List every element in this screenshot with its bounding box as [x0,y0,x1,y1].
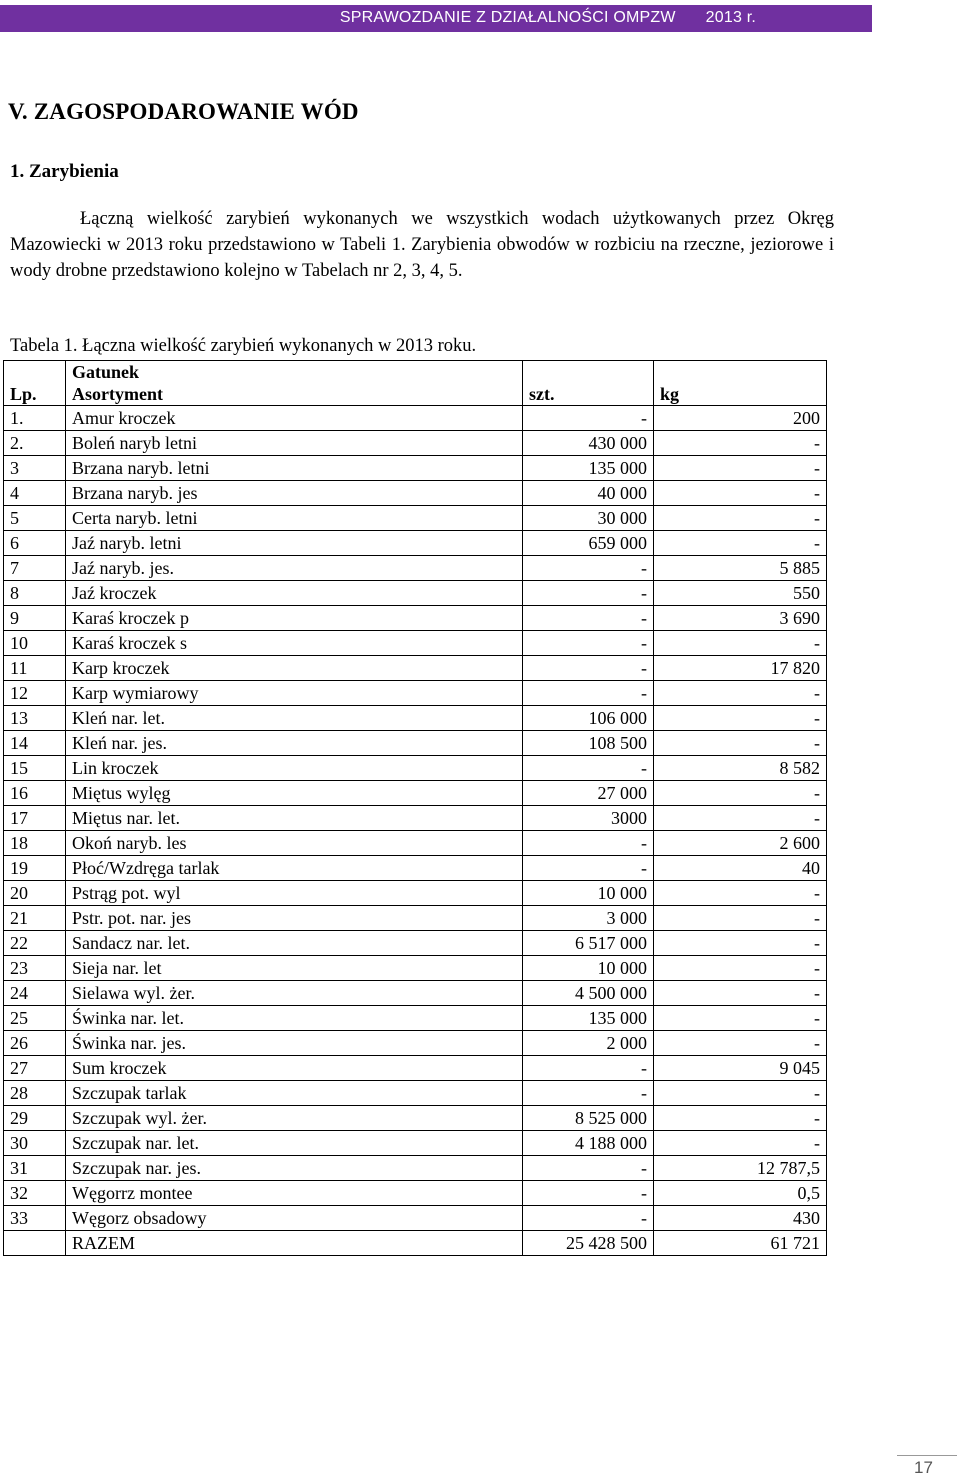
cell-kg: - [654,781,827,806]
table-caption: Tabela 1. Łączna wielkość zarybień wykonanych w 2013 roku. [10,336,477,356]
cell-lp: 7 [4,556,66,581]
table-header-row [4,361,827,406]
cell-lp: 18 [4,831,66,856]
cell-kg: - [654,906,827,931]
cell-kg: 9 045 [654,1056,827,1081]
cell-lp [4,1231,66,1256]
table-row [4,481,827,506]
cell-species: Sieja nar. let [66,956,523,981]
cell-kg: - [654,1106,827,1131]
cell-species: Szczupak nar. jes. [66,1156,523,1181]
cell-lp: 32 [4,1181,66,1206]
table-row [4,781,827,806]
cell-species: Jaź naryb. letni [66,531,523,556]
cell-kg: 61 721 [654,1231,827,1256]
cell-lp: 23 [4,956,66,981]
cell-species: Miętus nar. let. [66,806,523,831]
cell-species: Pstr. pot. nar. jes [66,906,523,931]
cell-lp: 3 [4,456,66,481]
cell-szt: 25 428 500 [523,1231,654,1256]
cell-kg: 8 582 [654,756,827,781]
cell-species: Węgorrz montee [66,1181,523,1206]
cell-kg: - [654,1006,827,1031]
cell-kg: - [654,531,827,556]
table-row [4,656,827,681]
cell-lp: 10 [4,631,66,656]
cell-szt: 4 188 000 [523,1131,654,1156]
table-row [4,1006,827,1031]
cell-lp: 5 [4,506,66,531]
table-row [4,606,827,631]
cell-lp: 2. [4,431,66,456]
cell-szt: 40 000 [523,481,654,506]
cell-lp: 29 [4,1106,66,1131]
table-row [4,431,827,456]
header-title: SPRAWOZDANIE Z DZIAŁALNOŚCI OMPZW [339,9,676,26]
cell-lp: 31 [4,1156,66,1181]
intro-paragraph [10,206,834,284]
cell-lp: 17 [4,806,66,831]
cell-lp: 9 [4,606,66,631]
cell-kg: - [654,881,827,906]
table-row [4,706,827,731]
page-number: 17 [914,1458,933,1477]
cell-species: Sielawa wyl. żer. [66,981,523,1006]
cell-szt: 135 000 [523,1006,654,1031]
table-row [4,581,827,606]
cell-species: Sandacz nar. let. [66,931,523,956]
cell-kg: 2 600 [654,831,827,856]
cell-lp: 30 [4,1131,66,1156]
cell-kg: - [654,681,827,706]
section-title: V. ZAGOSPODAROWANIE WÓD [8,99,359,124]
cell-species: Pstrąg pot. wyl [66,881,523,906]
cell-species: Sum kroczek [66,1056,523,1081]
cell-kg: - [654,1031,827,1056]
intro-text: Łączną wielkość zarybień wykonanych we wszystkich wodach użytkowanych przez Okręg Mazowiecki w 2013 roku przedstawiono w Tabeli 1. Zarybienia obwodów w rozbiciu na rzeczne, jeziorowe i wody drobne przedstawiono kolejno w Tabelach nr 2, 3, 4, 5. [10,209,834,281]
cell-species: Świnka nar. jes. [66,1031,523,1056]
table-row [4,981,827,1006]
cell-species: Kleń nar. jes. [66,731,523,756]
cell-kg: - [654,1081,827,1106]
table-row [4,681,827,706]
cell-kg: - [654,706,827,731]
table-row [4,956,827,981]
cell-lp: 19 [4,856,66,881]
cell-species: Lin kroczek [66,756,523,781]
cell-species: Kleń nar. let. [66,706,523,731]
cell-szt: - [523,406,654,431]
cell-species: Karaś kroczek p [66,606,523,631]
table-row [4,556,827,581]
cell-species: Karp kroczek [66,656,523,681]
table-row [4,1106,827,1131]
cell-szt: 27 000 [523,781,654,806]
cell-lp: 6 [4,531,66,556]
header-species [66,361,523,406]
table-row [4,1031,827,1056]
cell-szt: - [523,581,654,606]
cell-szt: 106 000 [523,706,654,731]
table-row [4,456,827,481]
table-row [4,931,827,956]
cell-species: Jaź kroczek [66,581,523,606]
cell-lp: 14 [4,731,66,756]
cell-lp: 28 [4,1081,66,1106]
cell-species: Szczupak nar. let. [66,1131,523,1156]
cell-szt: - [523,831,654,856]
cell-species: Brzana naryb. jes [66,481,523,506]
cell-lp: 20 [4,881,66,906]
cell-kg: 0,5 [654,1181,827,1206]
cell-szt: - [523,631,654,656]
table-row [4,1056,827,1081]
header-gatunek: Gatunek [72,362,140,382]
cell-szt: 108 500 [523,731,654,756]
table-row [4,531,827,556]
cell-kg: - [654,731,827,756]
cell-kg: 12 787,5 [654,1156,827,1181]
cell-lp: 22 [4,931,66,956]
table-row [4,1131,827,1156]
header-kg: kg [654,361,827,406]
table-row [4,1156,827,1181]
cell-szt: - [523,1056,654,1081]
cell-kg: - [654,956,827,981]
cell-kg: - [654,1131,827,1156]
cell-kg: 17 820 [654,656,827,681]
subsection-title: 1. Zarybienia [10,161,119,182]
cell-szt: 3 000 [523,906,654,931]
cell-kg: - [654,481,827,506]
table-row [4,831,827,856]
table-body [4,406,827,1256]
table-row [4,1206,827,1231]
table-row [4,506,827,531]
cell-kg: 550 [654,581,827,606]
footer-rule [897,1455,957,1456]
cell-kg: 430 [654,1206,827,1231]
cell-lp: 25 [4,1006,66,1031]
cell-szt: - [523,606,654,631]
cell-species: RAZEM [66,1231,523,1256]
table-row [4,881,827,906]
cell-lp: 11 [4,656,66,681]
cell-kg: 200 [654,406,827,431]
cell-szt: 10 000 [523,956,654,981]
cell-lp: 26 [4,1031,66,1056]
table-total-row [4,1231,827,1256]
cell-szt: 4 500 000 [523,981,654,1006]
cell-szt: 430 000 [523,431,654,456]
cell-lp: 1. [4,406,66,431]
cell-kg: - [654,931,827,956]
cell-szt: - [523,681,654,706]
cell-szt: - [523,856,654,881]
cell-species: Certa naryb. letni [66,506,523,531]
table-row [4,1181,827,1206]
table-row [4,806,827,831]
cell-species: Brzana naryb. letni [66,456,523,481]
cell-kg: 3 690 [654,606,827,631]
cell-lp: 4 [4,481,66,506]
cell-lp: 16 [4,781,66,806]
cell-kg: 5 885 [654,556,827,581]
cell-szt: 135 000 [523,456,654,481]
header-lp: Lp. [4,361,66,406]
cell-species: Amur kroczek [66,406,523,431]
table-row [4,906,827,931]
cell-szt: 3000 [523,806,654,831]
cell-species: Miętus wylęg [66,781,523,806]
cell-species: Płoć/Wzdręga tarlak [66,856,523,881]
stocking-table [3,360,827,1256]
cell-szt: - [523,1181,654,1206]
cell-szt: 8 525 000 [523,1106,654,1131]
cell-lp: 15 [4,756,66,781]
cell-szt: - [523,1081,654,1106]
table-row [4,731,827,756]
cell-kg: - [654,631,827,656]
cell-species: Szczupak wyl. żer. [66,1106,523,1131]
cell-lp: 33 [4,1206,66,1231]
cell-lp: 13 [4,706,66,731]
cell-lp: 24 [4,981,66,1006]
cell-szt: - [523,556,654,581]
table-row [4,856,827,881]
cell-species: Szczupak tarlak [66,1081,523,1106]
cell-kg: 40 [654,856,827,881]
cell-szt: 6 517 000 [523,931,654,956]
cell-kg: - [654,981,827,1006]
table-row [4,756,827,781]
cell-szt: 2 000 [523,1031,654,1056]
cell-kg: - [654,806,827,831]
cell-szt: - [523,1206,654,1231]
cell-species: Boleń naryb letni [66,431,523,456]
cell-szt: - [523,656,654,681]
cell-lp: 21 [4,906,66,931]
cell-lp: 27 [4,1056,66,1081]
table-row [4,406,827,431]
cell-species: Karp wymiarowy [66,681,523,706]
cell-szt: 10 000 [523,881,654,906]
cell-szt: 30 000 [523,506,654,531]
cell-lp: 8 [4,581,66,606]
header-bar [0,5,872,32]
cell-species: Węgorz obsadowy [66,1206,523,1231]
cell-szt: 659 000 [523,531,654,556]
cell-kg: - [654,456,827,481]
cell-kg: - [654,431,827,456]
header-asortyment: Asortyment [72,384,163,404]
cell-species: Karaś kroczek s [66,631,523,656]
cell-species: Okoń naryb. les [66,831,523,856]
cell-lp: 12 [4,681,66,706]
cell-szt: - [523,756,654,781]
header-szt: szt. [523,361,654,406]
header-year: 2013 r. [705,9,756,26]
table-row [4,1081,827,1106]
cell-species: Świnka nar. let. [66,1006,523,1031]
cell-szt: - [523,1156,654,1181]
cell-species: Jaź naryb. jes. [66,556,523,581]
cell-kg: - [654,506,827,531]
table-row [4,631,827,656]
header-text [340,9,756,27]
